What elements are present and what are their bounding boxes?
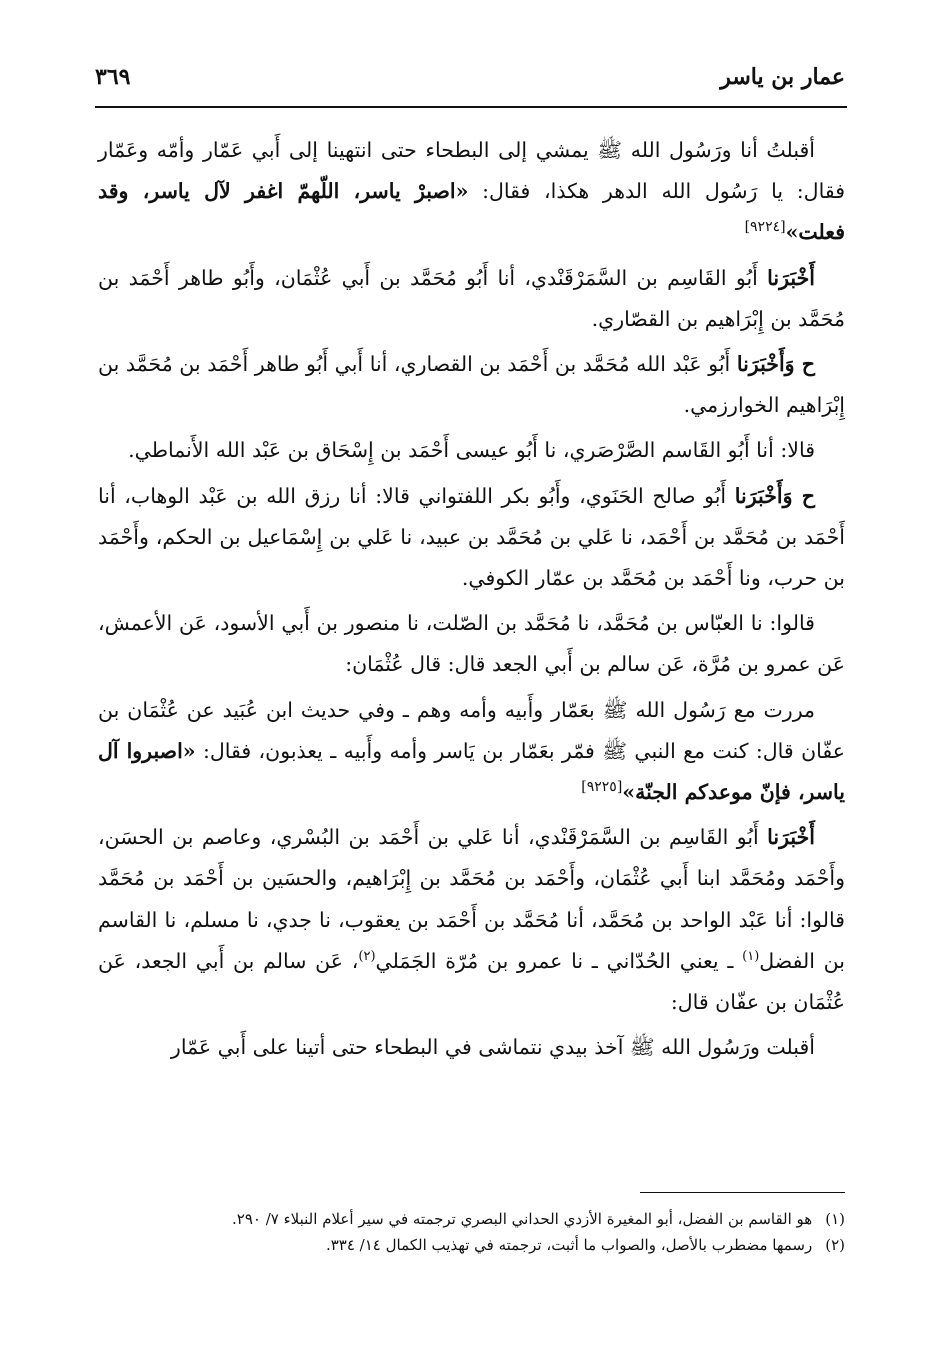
paragraph-text: أقبلتُ أنا ورَسُول الله ﷺ يمشي إلى البطحاء حتى انتهينا إلى أَبي عَمّار وأمّه وعَمّار فقال: يا رَسُول الله الدهر هكذا، فقال:	[98, 138, 845, 204]
hadith-number: [٩٢٢٥]	[581, 779, 623, 796]
isnad-lead: ح وَأَخْبَرَنا	[736, 352, 815, 377]
prophetic-speech: «اصبرْ ياسر، اللّهمّ اغفر لآل ياسر، وقد فعلت»	[98, 179, 845, 245]
paragraph-text: أَبُو القَاسِم بن السَّمَرْقَنْدي، أنا عَلي بن أَحْمَد بن البُسْري، وعاصم بن الحسَن، وأَحْمَد ومُحَمَّد ابنا أَبي عُثْمَان، وأَحْمَد بن مُحَمَّد بن إِبْرَاهيم، والحسَين بن أَحْمَد بن مُحَمَّد قالوا: أنا عَبْد الواحد بن مُحَمَّد، أنا مُحَمَّد بن أَحْمَد بن يعقوب، نا جدي، نا مسلم، نا القاسم بن الفضل	[98, 825, 845, 973]
paragraph-text: قالا: أنا أَبُو القَاسم الصَّرْصَري، نا أَبُو عيسى أَحْمَد بن إِسْحَاق بن عَبْد الله الأَنماطي.	[128, 438, 815, 463]
paragraph-2	[98, 258, 845, 340]
footnote-text: رسمها مضطرب بالأصل، والصواب ما أثبت، ترجمته في تهذيب الكمال ١٤/ ٣٣٤.	[325, 1236, 813, 1254]
paragraph-text: ـ يعني الحُدّاني ـ نا عمرو بن مُرّة الجَمَلي	[375, 948, 743, 973]
footnote-ref-2: (٢)	[358, 949, 376, 965]
main-text	[98, 130, 845, 1072]
footnote-1	[85, 1206, 845, 1232]
page-header	[95, 60, 845, 100]
page-number: ٣٦٩	[95, 64, 131, 90]
isnad-lead: أَخْبَرَنا	[767, 265, 815, 290]
footnote-text: هو القاسم بن الفضل، أبو المغيرة الأزدي الحداني البصري ترجمته في سير أعلام النبلاء ٧/ ٢٩٠.	[232, 1210, 813, 1228]
paragraph-text: أقبلت ورَسُول الله ﷺ آخذ بيدي نتماشى في البطحاء حتى أتينا على أَبي عَمّار	[170, 1035, 815, 1060]
running-title: عمار بن ياسر	[720, 64, 845, 90]
paragraph-7	[98, 690, 845, 814]
paragraph-text: أَبُو القَاسِم بن السَّمَرْقَنْدي، أنا أَبُو مُحَمَّد بن أَبي عُثْمَان، وأَبُو طاهر أَحْمَد بن مُحَمَّد بن إِبْرَاهيم بن القصّاري.	[98, 265, 845, 331]
paragraph-1	[98, 130, 845, 254]
paragraph-text: أَبُو صالح الحَنَوي، وأَبُو بكر اللفتواني قالا: أنا رزق الله بن عَبْد الوهاب، أنا أَحْمَد بن مُحَمَّد بن أَحْمَد، نا عَلي بن مُحَمَّد بن عبيد، نا عَلي بن إِسْمَاعيل بن الحكم، وأَحْمَد بن حرب، ونا أَحْمَد بن مُحَمَّد بن عمّار الكوفي.	[98, 483, 845, 591]
paragraph-text: ، عَن سالم بن أَبي الجعد، عَن عُثْمَان بن عفّان قال:	[98, 948, 845, 1015]
footnote-divider	[640, 1192, 845, 1193]
footnote-2	[85, 1232, 845, 1258]
footnote-number: (١)	[825, 1210, 845, 1228]
paragraph-text: قالوا: نا العبّاس بن مُحَمَّد، نا مُحَمَّد بن الصّلت، نا منصور بن أَبي الأسود، عَن الأعمش، عَن عمرو بن مُرَّة، عَن سالم بن أَبي الجعد قال: قال عُثْمَان:	[98, 611, 845, 677]
paragraph-3	[98, 344, 845, 426]
footnote-number: (٢)	[825, 1236, 845, 1254]
paragraph-5	[98, 476, 845, 600]
footnotes	[85, 1206, 845, 1258]
paragraph-text: مررت مع رَسُول الله ﷺ بعَمّار وأَبيه وأمه وهم ـ وفي حديث ابن عُبَيد عن عُثْمَان بن عفّان قال: كنت مع النبي ﷺ فمّر بعَمّار بن يَاسر وأمه وأَبيه ـ يعذبون، فقال:	[98, 697, 845, 763]
hadith-number: [٩٢٢٤]	[744, 219, 786, 236]
paragraph-6	[98, 603, 845, 685]
paragraph-4	[98, 430, 845, 471]
paragraph-text: أَبُو عَبْد الله مُحَمَّد بن أَحْمَد بن القصاري، أنا أَبي أَبُو طاهر أَحْمَد بن مُحَمَّد بن إِبْرَاهيم الخوارزمي.	[98, 352, 845, 418]
footnote-ref-1: (١)	[742, 949, 760, 965]
prophetic-speech: «اصبروا آل ياسر، فإنّ موعدكم الجنّة»	[98, 738, 845, 805]
header-divider	[95, 106, 847, 108]
paragraph-8	[98, 817, 845, 1023]
paragraph-9	[98, 1027, 845, 1068]
isnad-lead: ح وَأَخْبَرَنا	[734, 483, 815, 508]
isnad-lead: أَخْبَرَنا	[767, 825, 815, 850]
